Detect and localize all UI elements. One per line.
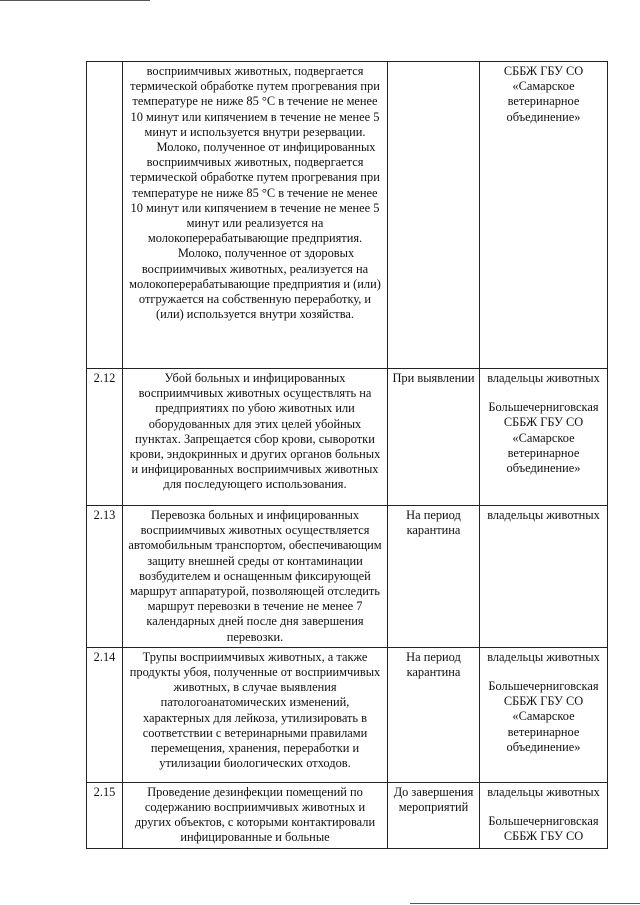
table-row (87, 647, 608, 782)
responsible-cell (480, 62, 608, 369)
responsible-cell (480, 506, 608, 648)
period-cell: На период карантина (388, 506, 480, 648)
responsible-entry: владельцы животных (487, 784, 600, 799)
measure-cell (123, 369, 388, 506)
period-cell: На период карантина (388, 647, 480, 782)
measure-paragraph: Убой больных и инфицированных восприимчивых животных осуществлять на предприятиях по убою животных или оборудованных для этих целей убойных пунктах. Запрещается сбор крови, сыворотки крови, эндокринных и других органов больных и инфицированных восприимчивых животных для последующего использования. (129, 371, 381, 492)
measure-paragraph: Молоко, полученное от здоровых восприимчивых животных, реализуется на молокоперерабатывающие предприятия и (или) отгружается на собственную переработку, и (или) используется внутри хозяйства. (129, 246, 381, 322)
measure-paragraph: восприимчивых животных, подвергается термической обработке путем прогревания при температуре не ниже 85 °С в течение не менее 10 минут или кипячением в течение не менее 5 минут и используется внутри резервации. (130, 64, 380, 139)
measure-cell (123, 782, 388, 848)
responsible-entry: СББЖ ГБУ СО «Самарское ветеринарное объединение» (503, 64, 584, 124)
measures-table (86, 61, 608, 849)
row-number: 2.14 (87, 647, 123, 782)
responsible-entry: владельцы животных (487, 371, 600, 385)
measure-paragraph: Проведение дезинфекции помещений по содержанию восприимчивых животных и других объектов, с которыми контактировали инфицированные и больные (134, 784, 376, 845)
responsible-cell (480, 782, 608, 848)
table-row (87, 369, 608, 506)
table-row (87, 782, 608, 848)
scan-top-line (0, 0, 150, 1)
responsible-entry: владельцы животных (487, 508, 600, 522)
table-row (87, 62, 608, 369)
period-cell: До завершения мероприятий (388, 782, 480, 848)
table-row (87, 506, 608, 648)
row-number: 2.15 (87, 782, 123, 848)
period-cell (388, 62, 480, 369)
spacer (483, 386, 604, 400)
row-number: 2.13 (87, 506, 123, 648)
scan-bottom-line (410, 903, 640, 904)
measure-paragraph: Перевозка больных и инфицированных восприимчивых животных осуществляется автомобильным транспортом, обеспечивающим защиту внешней среды от контаминации возбудителем и оснащенным фиксирующей маршрут аппаратурой, позволяющей отследить маршрут перевозки в течение не менее 7 календарных дней после дня завершения перевозки. (128, 508, 382, 644)
responsible-entry: Большечерниговская СББЖ ГБУ СО (488, 814, 599, 844)
measure-paragraph: Трупы восприимчивых животных, а также продукты убоя, полученные от восприимчивых животных, в случае выявления патологоанатомических изменений, характерных для лейкоза, утилизировать в соответствии с ветеринарными правилами перемещения, хранения, переработки и утилизации биологических отходов. (129, 649, 381, 771)
measure-paragraph: Молоко, полученное от инфицированных восприимчивых животных, подвергается термической обработке путем прогревания при температуре не ниже 85 °С в течение не менее 10 минут или кипячением в течение не менее 5 минут или реализуется на молокоперерабатывающие предприятия. (130, 140, 380, 246)
responsible-entry: владельцы животных (487, 649, 600, 664)
period-cell: При выявлении (388, 369, 480, 506)
responsible-cell (480, 647, 608, 782)
responsible-entry: Большечерниговская СББЖ ГБУ СО «Самарское ветеринарное объединение» (488, 679, 599, 754)
row-number: 2.12 (87, 369, 123, 506)
measure-cell (123, 506, 388, 648)
responsible-cell (480, 369, 608, 506)
spacer (483, 665, 604, 679)
spacer (483, 800, 604, 814)
row-number (87, 62, 123, 369)
responsible-entry: Большечерниговская СББЖ ГБУ СО «Самарское ветеринарное объединение» (488, 400, 599, 476)
measure-cell (123, 62, 388, 369)
measure-cell (123, 647, 388, 782)
